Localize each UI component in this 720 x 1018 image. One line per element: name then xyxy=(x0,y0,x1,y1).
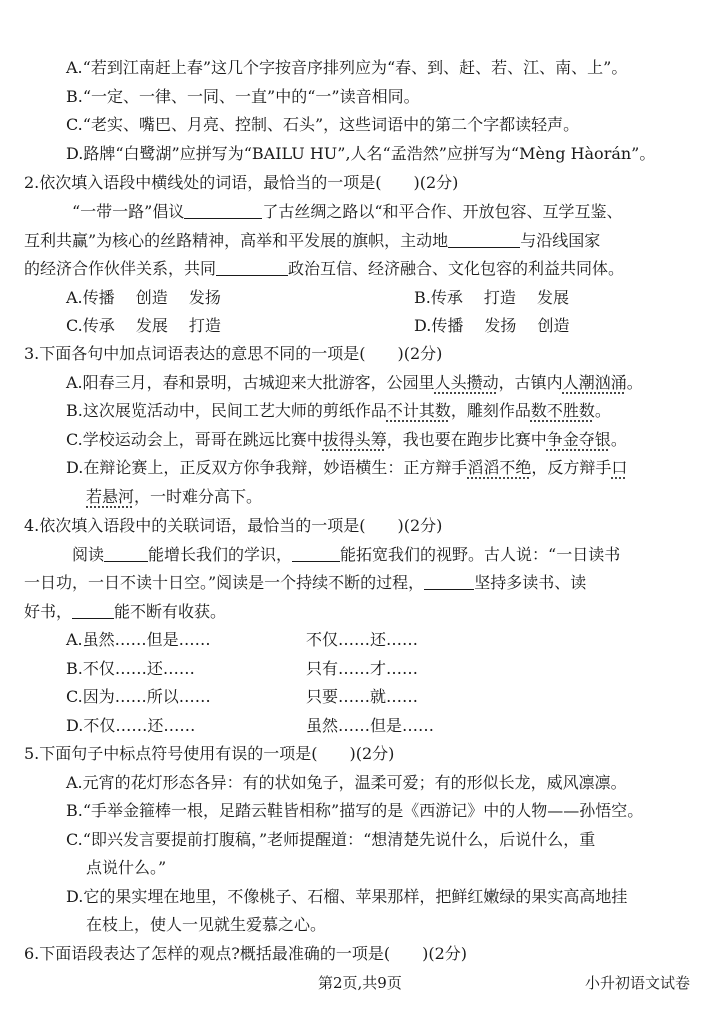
q5-option-b: B.“手举金箍棒一根，足踏云鞋皆相称”描写的是《西游记》中的人物——孙悟空。 xyxy=(66,801,644,820)
q2-passage-line-2 xyxy=(24,230,600,252)
q3-text: C.学校运动会上，哥哥在跳远比赛中 xyxy=(66,430,323,449)
exam-title: 小升初语文试卷 xyxy=(585,974,691,992)
q2-passage-line-1 xyxy=(72,201,623,223)
q3-text: 。 xyxy=(594,401,611,420)
dotted-word: 口 xyxy=(611,458,628,477)
q3-text: ，我也要在跑步比赛中 xyxy=(386,430,547,449)
q1-option-a: A.“若到江南赶上春”这几个字按音序排列应为“春、到、赶、若、江、南、上”。 xyxy=(66,58,628,77)
q3-text: ，一时难分高下。 xyxy=(134,487,263,506)
q4-passage-line-1 xyxy=(72,544,620,566)
q3-text: 。 xyxy=(626,373,643,392)
q2-text: 互利共赢”为核心的丝路精神，高举和平发展的旗帜，主动地 xyxy=(24,231,449,250)
q3-option-c xyxy=(66,429,627,451)
q4-passage-line-2 xyxy=(24,572,586,594)
q4-text: 阅读 xyxy=(72,545,105,564)
answer-blank xyxy=(448,231,520,248)
answer-blank xyxy=(184,202,262,219)
q4-text: 坚持多读书、读 xyxy=(474,573,587,592)
q4-option-c-right: 只要……就…… xyxy=(306,687,419,706)
dotted-word: 拔得头筹 xyxy=(322,430,387,449)
q3-stem: 3.下面各句中加点词语表达的意思不同的一项是( )(2分) xyxy=(24,344,443,363)
q4-text: 能不断有收获。 xyxy=(114,602,227,621)
q3-option-d xyxy=(66,457,627,479)
answer-blank xyxy=(424,573,474,590)
q4-option-a-left: A.虽然……但是…… xyxy=(66,630,211,649)
q4-stem: 4.依次填入语段中的关联词语，最恰当的一项是( )(2分) xyxy=(24,516,443,535)
q4-option-d-right: 虽然……但是…… xyxy=(306,716,435,735)
dotted-word: 若悬河 xyxy=(86,487,135,506)
q5-stem: 5.下面句子中标点符号使用有误的一项是( )(2分) xyxy=(24,744,395,763)
q4-option-b-left: B.不仅……还…… xyxy=(66,659,195,678)
q2-text: 了古丝绸之路以“和平合作、开放包容、互学互鉴、 xyxy=(262,202,623,221)
answer-blank xyxy=(292,545,340,562)
q3-text: ，雕刻作品 xyxy=(450,401,531,420)
q1-option-c: C.“老实、嘴巴、月亮、控制、石头”，这些词语中的第二个字都读轻声。 xyxy=(66,115,580,134)
q2-text: 与沿线国家 xyxy=(520,231,601,250)
q4-text: 能增长我们的学识， xyxy=(148,545,293,564)
q3-option-a xyxy=(66,372,643,394)
q4-text: 能拓宽我们的视野。古人说：“一日读书 xyxy=(340,545,621,564)
q4-text: 一日功，一日不读十日空。”阅读是一个持续不断的过程， xyxy=(24,573,425,592)
q1-option-b: B.“一定、一律、一同、一直”中的“一”读音相同。 xyxy=(66,87,420,106)
q4-option-a-right: 不仅……还…… xyxy=(306,630,419,649)
q4-option-c-left: C.因为……所以…… xyxy=(66,687,211,706)
q1-option-d: D.路牌“白鹭湖”应拼写为“BAILU HU”,人名“孟浩然”应拼写为“Mèng Hàorán”。 xyxy=(66,144,656,163)
q2-option-d: D.传播 发扬 创造 xyxy=(414,316,570,335)
q2-stem: 2.依次填入语段中横线处的词语，最恰当的一项是( )(2分) xyxy=(24,173,459,192)
dotted-word: 人头攒动 xyxy=(434,373,499,392)
dotted-word: 数不胜数 xyxy=(530,401,595,420)
dotted-word: 争金夺银 xyxy=(546,430,611,449)
q2-option-a: A.传播 创造 发扬 xyxy=(66,288,221,307)
answer-blank xyxy=(216,259,288,276)
q3-text: B.这次展览活动中，民间工艺大师的剪纸作品 xyxy=(66,401,387,420)
q5-option-d: D.它的果实埋在地里，不像桃子、石榴、苹果那样，把鲜红嫩绿的果实高高地挂 xyxy=(66,887,628,906)
q3-text: ，反方辩手 xyxy=(531,458,612,477)
q2-text: 的经济合作伙伴关系，共同 xyxy=(24,259,217,278)
q5-option-c-cont: 点说什么。” xyxy=(86,858,167,877)
q4-passage-line-3 xyxy=(24,601,226,623)
q4-option-b-right: 只有……才…… xyxy=(306,659,419,678)
q2-option-c: C.传承 发展 打造 xyxy=(66,316,221,335)
q5-option-c: C.“即兴发言要提前打腹稿，”老师提醒道：“想清楚先说什么，后说什么，重 xyxy=(66,830,596,849)
q3-text: ，古镇内 xyxy=(498,373,563,392)
q4-text: 好书， xyxy=(24,602,73,621)
q6-stem: 6.下面语段表达了怎样的观点?概括最准确的一项是( )(2分) xyxy=(24,944,467,963)
q2-option-b: B.传承 打造 发展 xyxy=(414,288,570,307)
q5-option-d-cont: 在枝上，使人一见就生爱慕之心。 xyxy=(86,915,327,934)
q3-text: A.阳春三月，春和景明，古城迎来大批游客，公园里 xyxy=(66,373,435,392)
q2-text: “一带一路”倡议 xyxy=(72,202,185,221)
q4-option-d-left: D.不仅……还…… xyxy=(66,716,196,735)
q2-passage-line-3 xyxy=(24,258,624,280)
dotted-word: 滔滔不绝 xyxy=(467,458,532,477)
q3-text: D.在辩论赛上，正反双方你争我辩，妙语横生：正方辩手 xyxy=(66,458,468,477)
q5-option-a: A.元宵的花灯形态各异：有的状如兔子，温柔可爱；有的形似长龙，威风凛凛。 xyxy=(66,773,627,792)
page-number: 第2页,共9页 xyxy=(318,974,402,992)
q3-option-b xyxy=(66,400,611,422)
answer-blank xyxy=(104,545,148,562)
dotted-word: 不计其数 xyxy=(386,401,451,420)
q3-text: 。 xyxy=(610,430,627,449)
dotted-word: 人潮汹涌 xyxy=(562,373,627,392)
answer-blank xyxy=(72,602,114,619)
q3-option-d-cont xyxy=(86,486,262,508)
q2-text: 政治互信、经济融合、文化包容的利益共同体。 xyxy=(288,259,625,278)
